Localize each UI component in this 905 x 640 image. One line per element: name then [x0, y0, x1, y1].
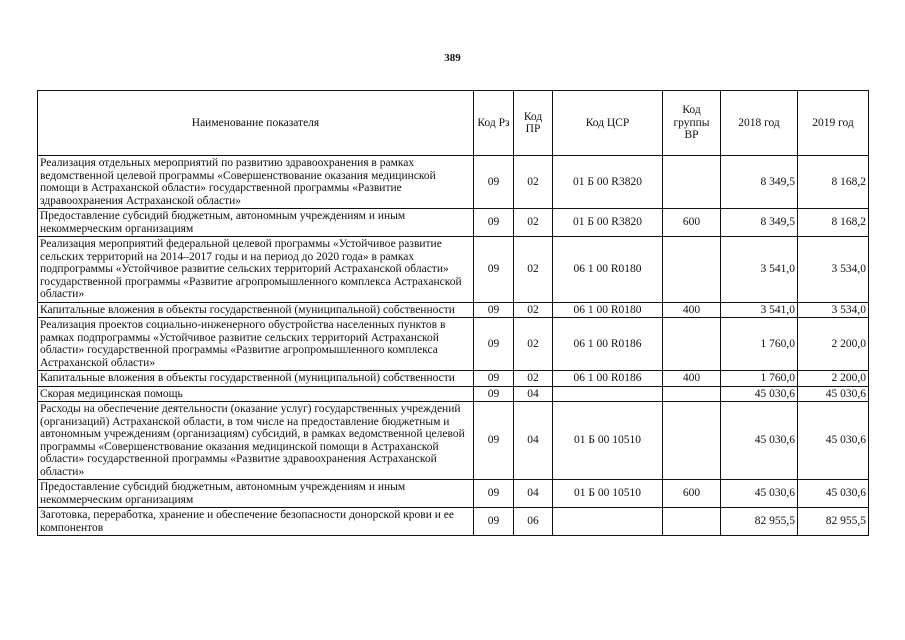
budget-table: [37, 90, 869, 536]
table-row: [38, 156, 869, 209]
cell-2018: 45 030,6: [721, 480, 798, 508]
cell-pr: 02: [514, 237, 553, 303]
cell-rz: 09: [474, 371, 514, 387]
cell-name: Заготовка, переработка, хранение и обеспечение безопасности донорской крови и ее компонентов: [38, 508, 474, 536]
cell-rz: 09: [474, 156, 514, 209]
table-row: [38, 508, 869, 536]
table-row: [38, 402, 869, 480]
table-body: [38, 156, 869, 536]
cell-rz: 09: [474, 237, 514, 303]
cell-name: Реализация отдельных мероприятий по развитию здравоохранения в рамках ведомственной целевой программы «Совершенствование оказания медицинской помощи в Астраханской области» государственной программы «Развитие здравоохранения Астраханской области»: [38, 156, 474, 209]
cell-csr: 06 1 00 R0186: [553, 371, 663, 387]
cell-pr: 06: [514, 508, 553, 536]
cell-2019: 82 955,5: [798, 508, 869, 536]
header-rz: Код Рз: [474, 91, 514, 156]
cell-csr: [553, 386, 663, 402]
header-2019: 2019 год: [798, 91, 869, 156]
cell-csr: 01 Б 00 R3820: [553, 209, 663, 237]
table-row: [38, 480, 869, 508]
cell-vr: [663, 237, 721, 303]
cell-rz: 09: [474, 480, 514, 508]
cell-2018: 45 030,6: [721, 386, 798, 402]
cell-csr: 06 1 00 R0180: [553, 237, 663, 303]
cell-rz: 09: [474, 386, 514, 402]
cell-2018: 45 030,6: [721, 402, 798, 480]
cell-csr: 01 Б 00 10510: [553, 480, 663, 508]
cell-name: Капитальные вложения в объекты государственной (муниципальной) собственности: [38, 371, 474, 387]
header-vr: Код группы ВР: [663, 91, 721, 156]
cell-csr: 01 Б 00 10510: [553, 402, 663, 480]
cell-name: Реализация проектов социально-инженерного обустройства населенных пунктов в рамках подпрограммы «Устойчивое развитие сельских территорий Астраханской области» государственной программы «Развитие агропромышленного комплекса Астраханской области»: [38, 318, 474, 371]
table-row: [38, 209, 869, 237]
cell-rz: 09: [474, 402, 514, 480]
table-row: [38, 318, 869, 371]
cell-pr: 02: [514, 371, 553, 387]
cell-2018: 1 760,0: [721, 371, 798, 387]
cell-2019: 45 030,6: [798, 480, 869, 508]
header-csr: Код ЦСР: [553, 91, 663, 156]
cell-pr: 02: [514, 156, 553, 209]
cell-2018: 3 541,0: [721, 302, 798, 318]
cell-pr: 04: [514, 386, 553, 402]
cell-rz: 09: [474, 302, 514, 318]
cell-2019: 8 168,2: [798, 156, 869, 209]
page-number: 389: [444, 52, 461, 64]
cell-2018: 1 760,0: [721, 318, 798, 371]
cell-rz: 09: [474, 318, 514, 371]
cell-pr: 04: [514, 402, 553, 480]
cell-vr: [663, 318, 721, 371]
cell-2019: 45 030,6: [798, 402, 869, 480]
cell-pr: 02: [514, 302, 553, 318]
header-name: Наименование показателя: [38, 91, 474, 156]
cell-pr: 02: [514, 209, 553, 237]
cell-2018: 3 541,0: [721, 237, 798, 303]
header-pr: Код ПР: [514, 91, 553, 156]
cell-name: Скорая медицинская помощь: [38, 386, 474, 402]
cell-vr: 600: [663, 480, 721, 508]
cell-csr: 06 1 00 R0186: [553, 318, 663, 371]
cell-vr: 600: [663, 209, 721, 237]
cell-vr: [663, 402, 721, 480]
cell-pr: 04: [514, 480, 553, 508]
cell-2019: 45 030,6: [798, 386, 869, 402]
cell-name: Реализация мероприятий федеральной целевой программы «Устойчивое развитие сельских территорий на 2014–2017 годы и на период до 2020 года» в рамках подпрограммы «Устойчивое развитие сельских территорий Астраханской области» государственной программы «Развитие агропромышленного комплекса Астраханской области»: [38, 237, 474, 303]
cell-rz: 09: [474, 508, 514, 536]
cell-pr: 02: [514, 318, 553, 371]
cell-csr: [553, 508, 663, 536]
cell-csr: 01 Б 00 R3820: [553, 156, 663, 209]
cell-vr: [663, 508, 721, 536]
cell-vr: 400: [663, 302, 721, 318]
cell-name: Капитальные вложения в объекты государственной (муниципальной) собственности: [38, 302, 474, 318]
table-row: [38, 237, 869, 303]
header-2018: 2018 год: [721, 91, 798, 156]
cell-vr: [663, 156, 721, 209]
cell-rz: 09: [474, 209, 514, 237]
table-row: [38, 386, 869, 402]
cell-vr: [663, 386, 721, 402]
cell-2018: 82 955,5: [721, 508, 798, 536]
cell-2019: 2 200,0: [798, 371, 869, 387]
cell-name: Предоставление субсидий бюджетным, автономным учреждениям и иным некоммерческим организациям: [38, 209, 474, 237]
cell-csr: 06 1 00 R0180: [553, 302, 663, 318]
header-row: [38, 91, 869, 156]
table-row: [38, 302, 869, 318]
cell-2019: 3 534,0: [798, 302, 869, 318]
table-row: [38, 371, 869, 387]
cell-2018: 8 349,5: [721, 156, 798, 209]
cell-2018: 8 349,5: [721, 209, 798, 237]
cell-vr: 400: [663, 371, 721, 387]
cell-2019: 8 168,2: [798, 209, 869, 237]
cell-name: Расходы на обеспечение деятельности (оказание услуг) государственных учреждений (организаций) Астраханской области, в том числе на предоставление бюджетным и автономным учреждениям (организациям) субсидий, в рамках ведомственной целевой программы «Совершенствование оказания медицинской помощи в Астраханской области» государственной программы «Развитие здравоохранения Астраханской области»: [38, 402, 474, 480]
cell-name: Предоставление субсидий бюджетным, автономным учреждениям и иным некоммерческим организациям: [38, 480, 474, 508]
cell-2019: 3 534,0: [798, 237, 869, 303]
cell-2019: 2 200,0: [798, 318, 869, 371]
